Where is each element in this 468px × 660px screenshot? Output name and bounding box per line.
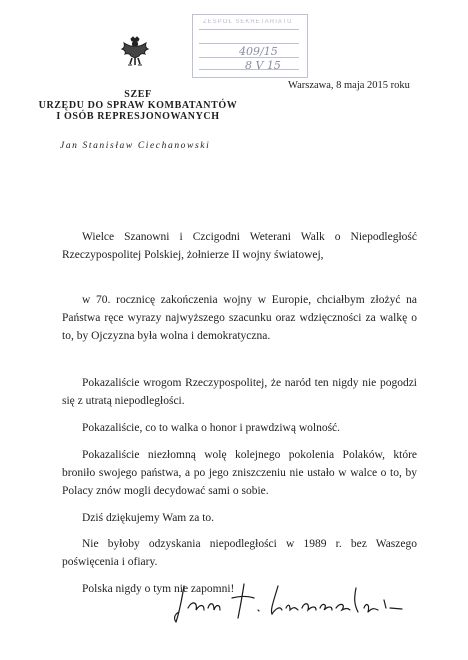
stamp-number: 409/15 [239,45,278,58]
paragraph-5: Dziś dziękujemy Wam za to. [82,512,215,524]
salutation: Wielce Szanowni i Czcigodni Weterani Walk o Niepodległość Rzeczypospolitej Polskiej, żołnierze II wojny światowej, [62,231,417,261]
author-name: Jan Stanisław Ciechanowski [60,141,211,151]
paragraph-2: Pokazaliście wrogom Rzeczypospolitej, że naród ten nigdy nie pogodzi się z utratą niepodległości. [62,377,417,407]
paragraph-7: Polska nigdy o tym nie zapomni! [82,583,235,595]
letterhead-line1: SZEF [124,89,152,100]
stamp-date: 8 V 15 [245,59,281,72]
date-place: Warszawa, 8 maja 2015 roku [288,80,410,91]
paragraph-1: w 70. rocznicę zakończenia wojny w Europie, chciałbym złożyć na Państwa ręce wyrazy najwyższego szacunku oraz wdzięczności za walkę o to, by Ojczyzna była wolna i demokratyczna. [62,294,417,342]
paragraph-4: Pokazaliście niezłomną wolę kolejnego pokolenia Polaków, które broniło swojego państwa, a po jego zniszczeniu nie ustało w walce o to, by Polacy znów mogli decydować sami o sobie. [62,449,417,497]
paragraph-6: Nie byłoby odzyskania niepodległości w 1989 r. bez Waszego poświęcenia i ofiary. [62,538,417,568]
received-stamp [192,14,308,78]
stamp-header: ZESPÓŁ SEKRETARIATU [203,19,293,25]
handwritten-signature [170,578,410,628]
letterhead-line2: URZĘDU DO SPRAW KOMBATANTÓW [38,100,238,111]
paragraph-3: Pokazaliście, co to walka o honor i prawdziwą wolność. [82,422,341,434]
polish-eagle-emblem-icon [120,36,150,68]
letterhead-line3: I OSÓB REPRESJONOWANYCH [56,111,220,122]
